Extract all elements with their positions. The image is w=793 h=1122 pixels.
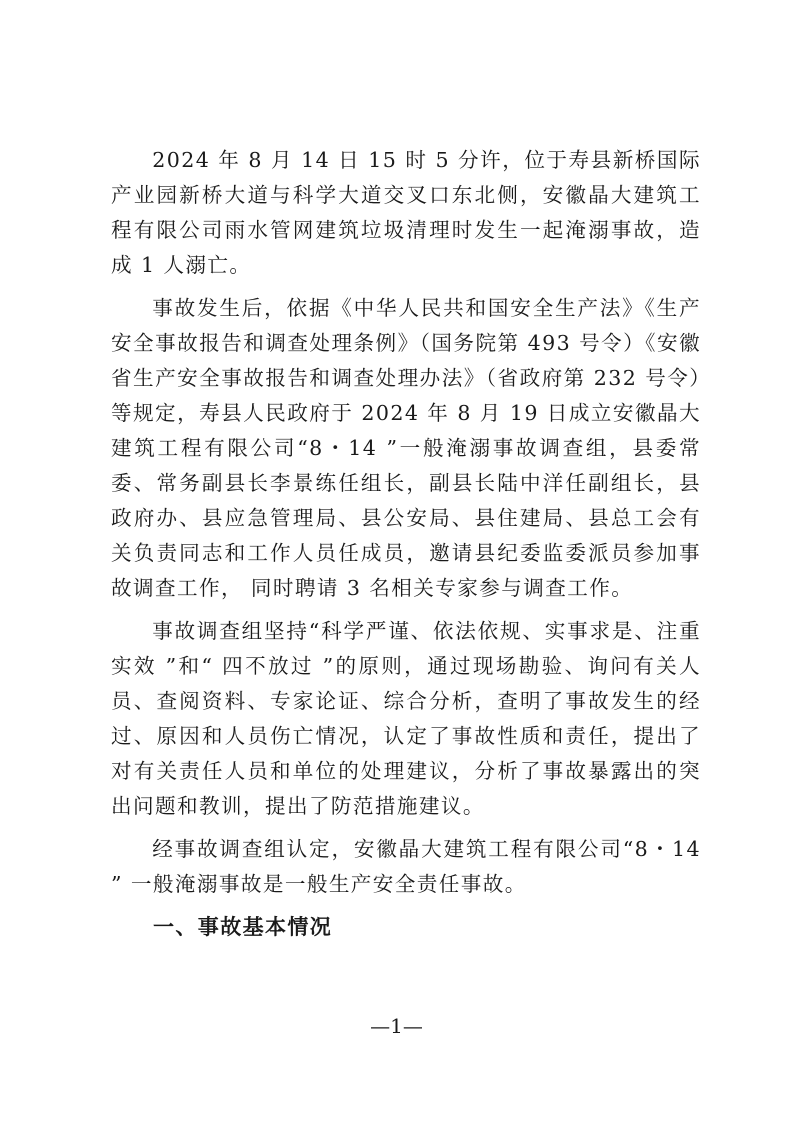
section-heading: 一、事故基本情况 [153,915,333,939]
paragraph-investigation-principles: 事故调查组坚持“科学严谨、依法依规、实事求是、注重实效 ”和“ 四不放过 ”的原则，通过现场勘验、询问有关人员、查阅资料、专家论证、综合分析，查明了事故发生的经过、原因和人员伤亡情况，认定了事故性质和责任，提出了对有关责任人员和单位的处理建议，分析了事故暴露出的突出问题和教训，提出了防范措施建议。 [111,619,701,818]
document-body [111,143,701,945]
paragraph-investigation-team: 事故发生后，依据《中华人民共和国安全生产法》《生产安全事故报告和调查处理条例》（国务院第 493 号令）《安徽省生产安全事故报告和调查处理办法》（省政府第 232 号令）等规定，寿县人民政府于 2024 年 8 月 19 日成立安徽晶大建筑工程有限公司“8・14 ”一般淹溺事故调查组，县委常委、常务副县长李景练任组长，副县长陆中洋任副组长，县政府办、县应急管理局、县公安局、县住建局、县总工会有关负责同志和工作人员任成员，邀请县纪委监委派员参加事故调查工作， 同时聘请 3 名相关专家参与调查工作。 [111,296,701,600]
page-number: —1— [370,1014,423,1038]
paragraph-accident-determination: 经事故调查组认定，安徽晶大建筑工程有限公司“8・14 ” 一般淹溺事故是一般生产安全责任事故。 [111,837,701,896]
paragraph-accident-summary: 2024 年 8 月 14 日 15 时 5 分许，位于寿县新桥国际产业园新桥大道与科学大道交叉口东北侧，安徽晶大建筑工程有限公司雨水管网建筑垃圾清理时发生一起淹溺事故，造成 1 人溺亡。 [111,148,701,277]
